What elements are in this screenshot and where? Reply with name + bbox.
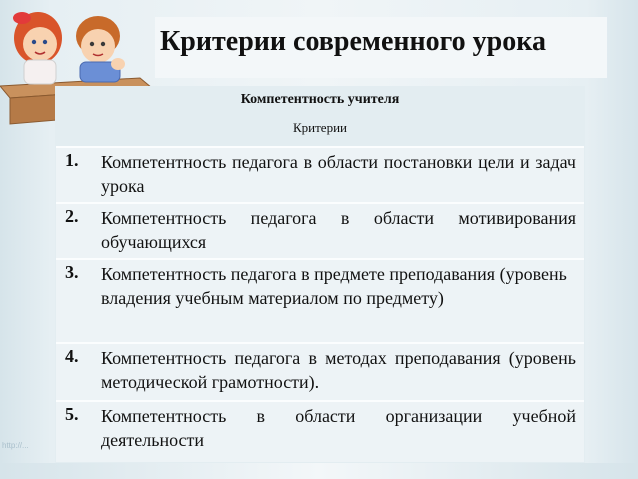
boy-eye-left [90, 42, 94, 46]
criterion-text: Компетентность в области организации учебной деятельности [101, 406, 576, 450]
criterion-item-1 [56, 146, 584, 202]
slide-title: Критерии современного урока [160, 26, 546, 57]
criterion-number: 2. [65, 206, 79, 226]
watermark-url: http://... [2, 441, 29, 450]
criterion-item-2 [56, 202, 584, 258]
criterion-number: 4. [65, 346, 79, 366]
column-header: Критерии [293, 120, 347, 135]
boy-hand [111, 58, 125, 70]
criterion-item-3 [56, 258, 584, 342]
girl-face [23, 27, 57, 61]
criterion-text: Компетентность педагога в области мотивирования обучающихся [101, 208, 576, 252]
girl-eye-right [43, 40, 47, 44]
criterion-item-5 [56, 400, 584, 462]
criterion-text: Компетентность педагога в предмете преподавания (уровень владения учебным материалом по предмету) [101, 264, 567, 308]
criterion-number: 1. [65, 150, 79, 170]
girl-bow [13, 12, 31, 24]
section-subheader: Компетентность учителя [240, 92, 400, 107]
criterion-item-4 [56, 342, 584, 400]
girl-eye-left [32, 40, 36, 44]
criterion-text: Компетентность педагога в методах преподавания (уровень методической грамотности). [101, 348, 576, 392]
boy-eye-right [101, 42, 105, 46]
girl-body [24, 60, 56, 84]
criterion-number: 5. [65, 404, 79, 424]
criterion-text: Компетентность педагога в области постановки цели и задач урока [101, 152, 576, 196]
bottom-strip [0, 463, 638, 479]
criterion-number: 3. [65, 262, 79, 282]
boy-face [81, 29, 115, 63]
